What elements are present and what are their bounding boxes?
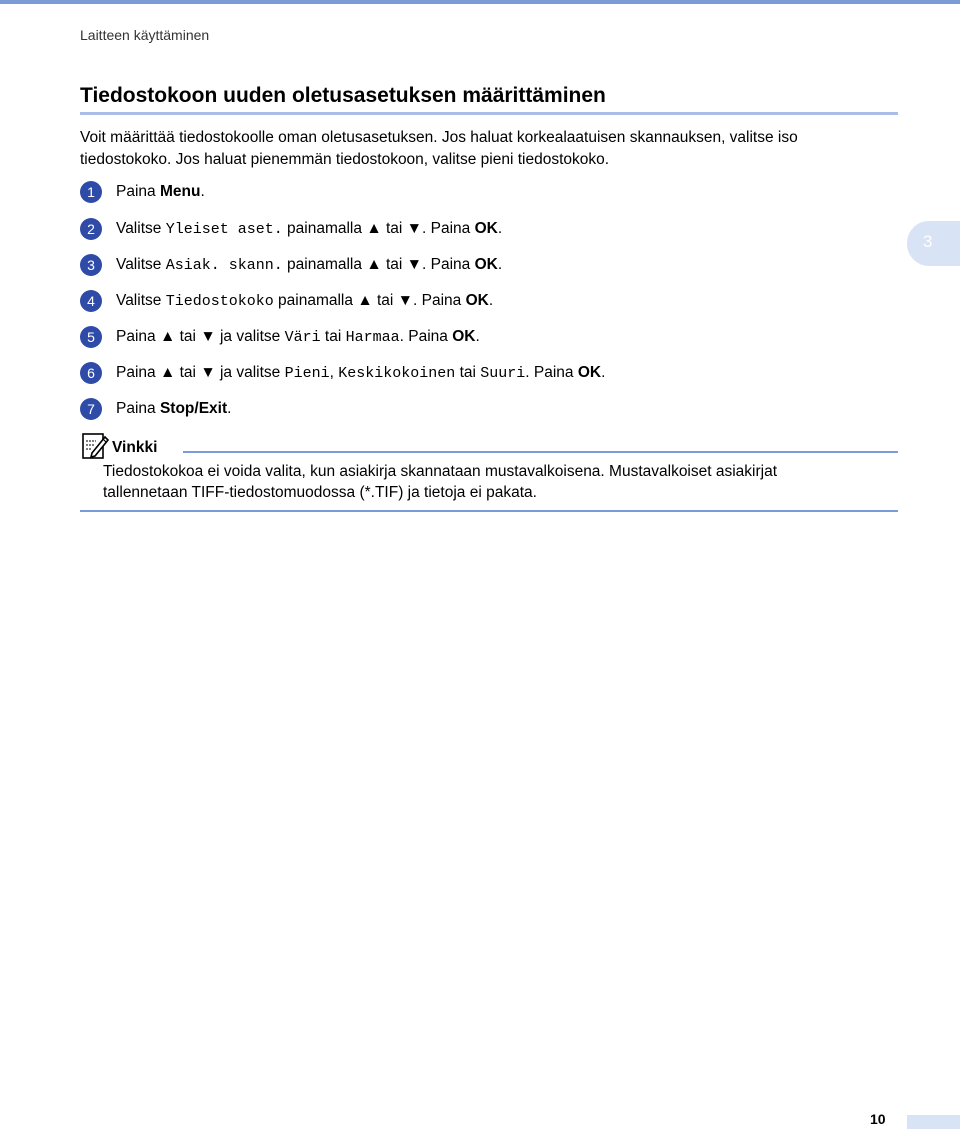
- chapter-tab: [907, 221, 960, 266]
- step-text: Paina ▲ tai ▼ ja valitse Väri tai Harmaa. Paina OK.: [116, 328, 480, 346]
- step-text: Paina ▲ tai ▼ ja valitse Pieni, Keskikokoinen tai Suuri. Paina OK.: [116, 364, 606, 382]
- key-name: Stop/Exit: [159, 400, 228, 417]
- intro-line: tiedostokoko. Jos haluat pienemmän tiedostokoon, valitse pieni tiedostokoko.: [80, 151, 610, 168]
- step-number: 4: [80, 290, 102, 312]
- step-number: 7: [80, 398, 102, 420]
- up-arrow-icon: ▲: [366, 220, 382, 237]
- step-text: Valitse Tiedostokoko painamalla ▲ tai ▼. Paina OK.: [116, 292, 494, 310]
- note-line: Tiedostokokoa ei voida valita, kun asiakirja skannataan mustavalkoisena. Mustavalkoiset asiakirjat: [103, 463, 778, 480]
- down-arrow-icon: ▼: [200, 364, 216, 381]
- page-number: 10: [870, 1111, 886, 1127]
- step-5: [80, 325, 480, 349]
- up-arrow-icon: ▲: [159, 364, 176, 381]
- up-arrow-icon: ▲: [159, 328, 176, 345]
- up-arrow-icon: ▲: [366, 256, 382, 273]
- section-title: Tiedostokoon uuden oletusasetuksen määrittäminen: [80, 84, 606, 107]
- option-value: Suuri: [480, 365, 526, 382]
- option-value: Pieni: [284, 365, 330, 382]
- step-number: 6: [80, 362, 102, 384]
- note-rule-bottom: [80, 510, 898, 512]
- note-label: Vinkki: [112, 439, 158, 456]
- chapter-number: 3: [923, 232, 933, 251]
- top-rule: [0, 0, 960, 4]
- option-value: Keskikokoinen: [338, 365, 456, 382]
- note-line: tallennetaan TIFF-tiedostomuodossa (*.TIF) ja tietoja ei pakata.: [103, 484, 537, 501]
- step-2: [80, 217, 502, 241]
- step-number: 2: [80, 218, 102, 240]
- option-value: Harmaa: [345, 329, 400, 346]
- step-3: [80, 253, 502, 277]
- note-rule-top: [183, 451, 898, 453]
- up-arrow-icon: ▲: [357, 292, 373, 309]
- key-name: Menu: [159, 183, 201, 200]
- step-text: Valitse Yleiset aset. painamalla ▲ tai ▼. Paina OK.: [116, 220, 503, 238]
- step-text: Paina Menu.: [116, 183, 205, 200]
- step-number: 5: [80, 326, 102, 348]
- step-4: [80, 289, 493, 313]
- page-number-box: [907, 1115, 960, 1129]
- down-arrow-icon: ▼: [406, 256, 422, 273]
- down-arrow-icon: ▼: [406, 220, 422, 237]
- intro-line: Voit määrittää tiedostokoolle oman oletusasetuksen. Jos haluat korkealaatuisen skannauksen, valitse iso: [80, 129, 798, 146]
- step-7: [80, 397, 231, 421]
- menu-item: Tiedostokoko: [165, 293, 274, 310]
- title-rule: [80, 112, 898, 115]
- step-1: [80, 180, 205, 204]
- option-value: Väri: [284, 329, 321, 346]
- intro-paragraph: [80, 127, 900, 171]
- down-arrow-icon: ▼: [397, 292, 413, 309]
- menu-item: Yleiset aset.: [165, 221, 283, 238]
- step-number: 3: [80, 254, 102, 276]
- step-6: [80, 361, 605, 385]
- note-text: [103, 461, 893, 503]
- step-text: Paina Stop/Exit.: [116, 400, 232, 417]
- down-arrow-icon: ▼: [200, 328, 216, 345]
- step-text: Valitse Asiak. skann. painamalla ▲ tai ▼. Paina OK.: [116, 256, 503, 274]
- step-number: 1: [80, 181, 102, 203]
- menu-item: Asiak. skann.: [165, 257, 283, 274]
- note-pencil-icon: [80, 431, 110, 461]
- running-header: Laitteen käyttäminen: [80, 27, 210, 43]
